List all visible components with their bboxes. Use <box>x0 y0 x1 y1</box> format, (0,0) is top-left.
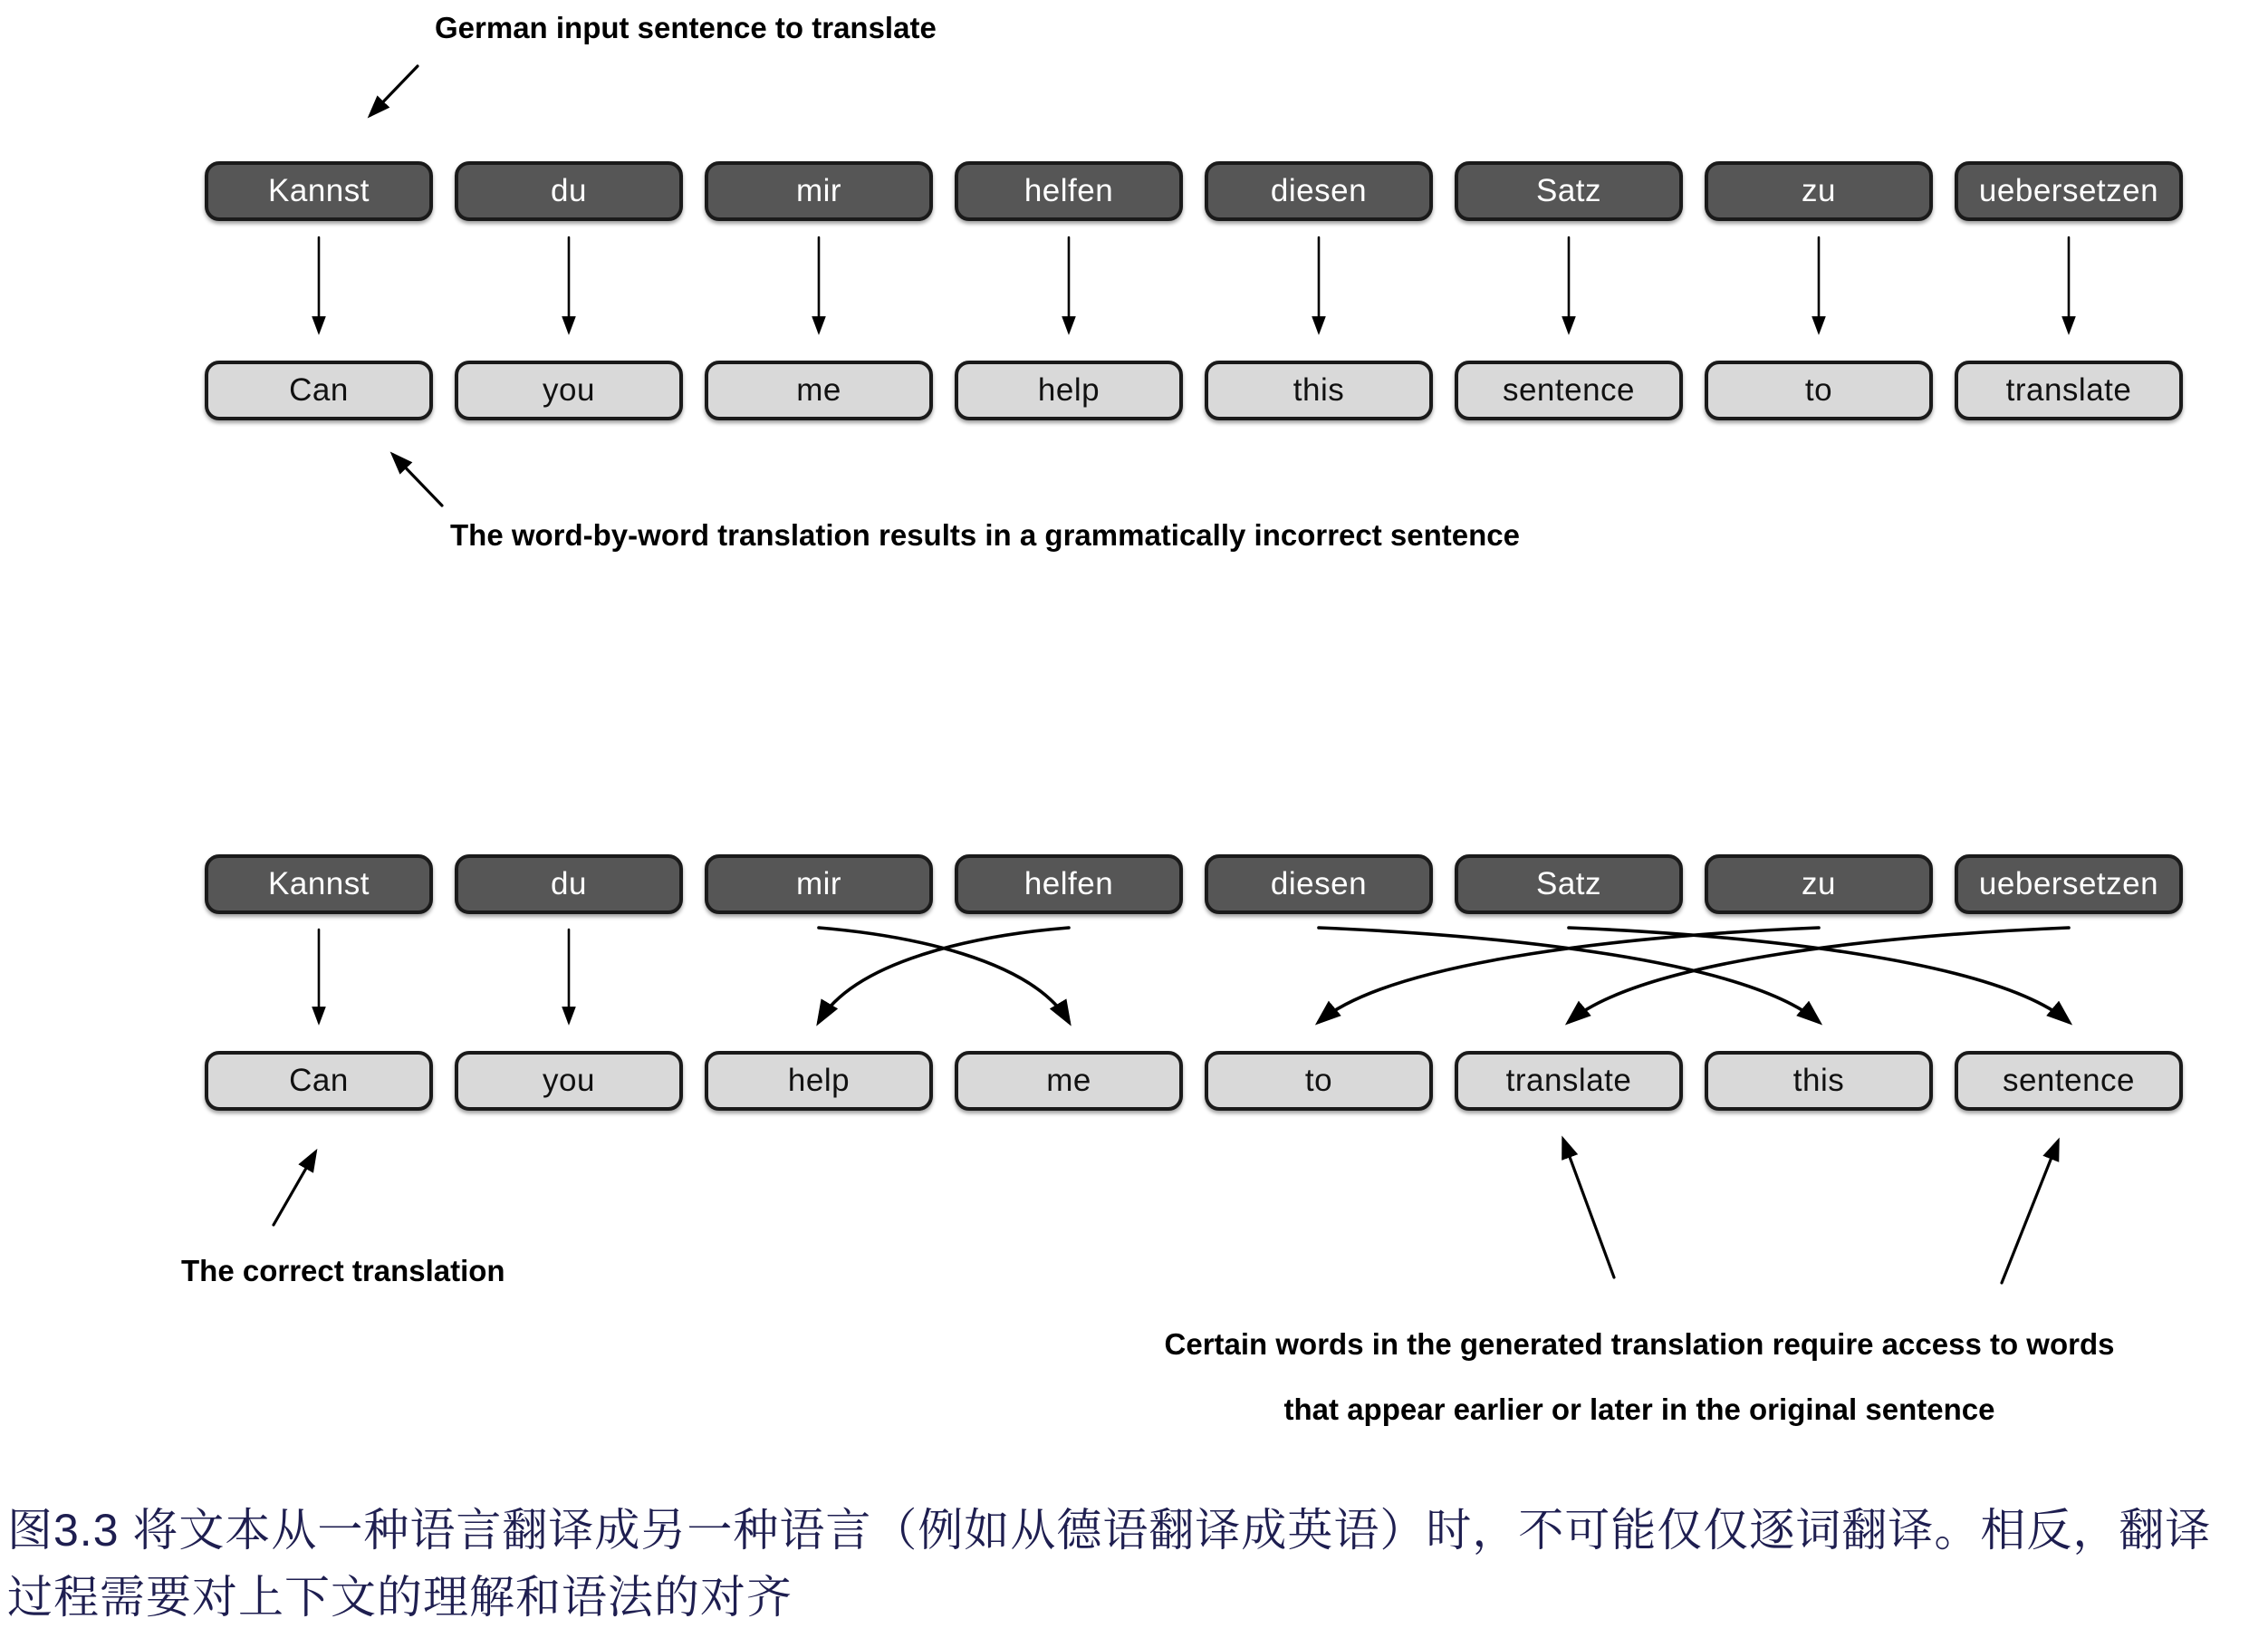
literal-word-me: me <box>705 361 933 420</box>
literal-word-translate: translate <box>1955 361 2183 420</box>
literal-word-you: you <box>455 361 683 420</box>
source-word-zu: zu <box>1705 161 1933 221</box>
source-word-satz: Satz <box>1455 161 1683 221</box>
correct-word-this: this <box>1705 1051 1933 1111</box>
correct-word-help: help <box>705 1051 933 1111</box>
literal-word-help: help <box>955 361 1183 420</box>
alignment-arrow-mir-me <box>819 928 1069 1022</box>
correct-word-me: me <box>955 1051 1183 1111</box>
source-word-diesen: diesen <box>1205 161 1433 221</box>
correct-word-you: you <box>455 1051 683 1111</box>
source-word-helfen: helfen <box>955 161 1183 221</box>
annotation-context-line1: Certain words in the generated translation require access to words <box>1164 1327 2115 1361</box>
annotation-german-input: German input sentence to translate <box>435 11 937 44</box>
correct-word-sentence: sentence <box>1955 1051 2183 1111</box>
annotation-arrow-incorrect <box>393 455 442 506</box>
annotation-incorrect-translation: The word-by-word translation results in a grammatically incorrect sentence <box>450 518 1520 552</box>
alignment-arrow-diesen-this <box>1319 928 1819 1022</box>
annotation-context-line2: that appear earlier or later in the original sentence <box>1283 1392 1995 1426</box>
source-word-2-satz: Satz <box>1455 854 1683 914</box>
figure-caption-line1: 图3.3 将文本从一种语言翻译成另一种语言（例如从德语翻译成英语）时，不可能仅仅逐词翻译。相反，翻译 <box>7 1505 2212 1556</box>
literal-word-can: Can <box>205 361 433 420</box>
annotation-arrow-correct <box>274 1152 315 1225</box>
annotation-correct-translation: The correct translation <box>181 1254 505 1287</box>
source-word-du: du <box>455 161 683 221</box>
literal-word-sentence: sentence <box>1455 361 1683 420</box>
figure-caption-line2: 过程需要对上下文的理解和语法的对齐 <box>7 1572 793 1623</box>
literal-word-to: to <box>1705 361 1933 420</box>
literal-word-this: this <box>1205 361 1433 420</box>
source-word-2-mir: mir <box>705 854 933 914</box>
correct-word-can: Can <box>205 1051 433 1111</box>
source-word-2-kannst: Kannst <box>205 854 433 914</box>
annotation-arrow-german-input <box>370 66 418 115</box>
annotation-context-access <box>992 1312 2268 1442</box>
source-word-kannst: Kannst <box>205 161 433 221</box>
source-word-2-zu: zu <box>1705 854 1933 914</box>
alignment-arrow-zu-to <box>1319 928 1819 1022</box>
alignment-arrow-helfen-help <box>819 928 1069 1022</box>
annotation-arrow-context-left <box>1563 1140 1614 1277</box>
source-word-2-uebersetzen: uebersetzen <box>1955 854 2183 914</box>
correct-word-to: to <box>1205 1051 1433 1111</box>
source-word-uebersetzen: uebersetzen <box>1955 161 2183 221</box>
annotation-arrow-context-right <box>2002 1142 2058 1283</box>
source-word-2-du: du <box>455 854 683 914</box>
source-word-2-helfen: helfen <box>955 854 1183 914</box>
alignment-arrow-satz-sentence <box>1569 928 2069 1022</box>
figure-caption <box>7 1497 2211 1631</box>
source-word-mir: mir <box>705 161 933 221</box>
source-word-2-diesen: diesen <box>1205 854 1433 914</box>
alignment-arrow-uebersetzen-translate <box>1569 928 2069 1022</box>
correct-word-translate: translate <box>1455 1051 1683 1111</box>
